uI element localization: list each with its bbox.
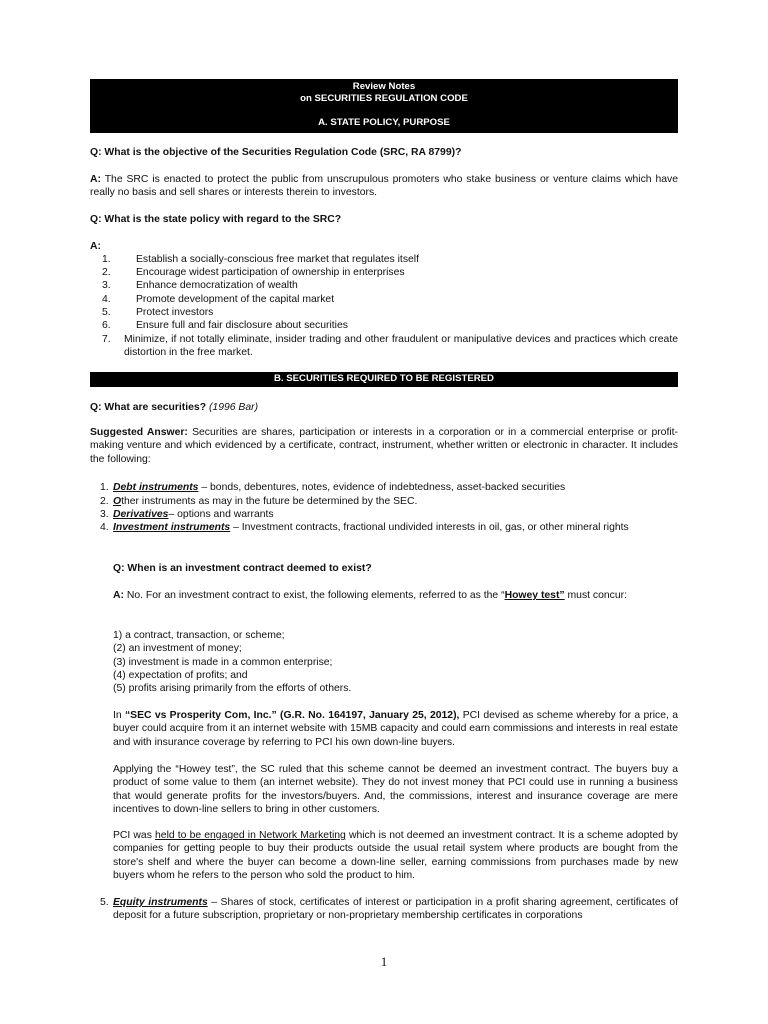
list-item: (3) investment is made in a common enterprise; — [113, 656, 333, 668]
suggested-answer: Suggested Answer: Securities are shares, participation or interests in a corporation or in a commercial enterprise or profit-making venture and which evidenced by a certificate, contract, instrument, whether written or electronic in character. It includes the following: — [90, 427, 679, 465]
howey-ruling-paragraph: Applying the “Howey test”, the SC ruled that this scheme cannot be deemed an investment contract. The buyers buy a product of some value to them (an internet website). They do not invest money that PCI could use in running a business that would generate profits for the investors/buyers. And, the commissions, interest and insurance coverage are mere incentives to down-line sellers to bring in other customers. — [113, 764, 678, 815]
question-objective: Q: What is the objective of the Securities Regulation Code (SRC, RA 8799)? — [90, 147, 462, 158]
network-marketing-holding: held to be engaged in Network Marketing — [155, 830, 346, 841]
list-item: 1) a contract, transaction, or scheme; — [113, 630, 285, 641]
network-marketing-paragraph: PCI was held to be engaged in Network Marketing which is not deemed an investment contract. It is a scheme adopted by companies for getting people to buy their products outside the usual retail system where products are bought from the store's shelf and where the buyer can become a down-line seller, earning commissions from purchases made by new buyers whom he refers to the person who sold the product to him. — [113, 830, 678, 881]
answer-text: The SRC is enacted to protect the public from unscrupulous promoters who stake business or venture claims which have really no basis and sell shares or interests therein to investors. — [90, 174, 678, 199]
document-page: Review Notes on SECURITIES REGULATION CODE A. STATE POLICY, PURPOSE Q: What is the objective of the Securities Regulation Code (SRC, RA 8799)? A: The SRC is enacted to protect the public from unscrupulous promoters who stake business or venture claims which have really no basis and sell shares or interests therein to investors. Q: What is the state policy with regard to the SRC? A: 1. Establish a socially-conscious free market that regulates itself 2. Encourage widest participation of ownership in enterprises 3. Enhance democratization of wealth 4. Promote development of the capital market 5. Protect investors 6. Ensure full and fair disclosure about securities 7. Minimize, if not totally eliminate, insider trading and other fraudulent or manipulative devices and practices which create distortion in the free market. B. SECURITIES REQUIRED TO BE REGISTERED Q: What are securities? (1996 Bar) Suggested Answer: Securities are shares, participation or interests in a corporation or in a commercial enterprise or profit-making venture and which evidenced by a certificate, contract, instrument, whether written or electronic in character. It includes the following: 1. Debt instruments – bonds, debentures, notes, evidence of indebtedness, asset-backed securities 2. Other instruments as may in the future be determined by the SEC. 3. Derivatives– options and warrants 4. Investment instruments – Investment contracts, fractional undivided interests in oil, gas, or other mineral rights Q: When is an investment contract deemed to exist? A: No. For an investment contract to exist, the following elements, referred to as the “Howey test” must concur: 1) a contract, transaction, or scheme; (2) an investment of money; (3) investment is made in a common enterprise; (4) expectation of profits; and (5) profits arising primarily from the efforts of others. In “SEC vs Prosperity Com, Inc.” (G.R. No. 164197, January 25, 2012), PCI devised as scheme whereby for a price, a buyer could acquire from it an internet website with 15MB capacity and could earn commissions and interests in real estate and with insurance coverage by referring to PCI his own down-line buyers. Applying the “Howey test”, the SC ruled that this scheme cannot be deemed an investment contract. The buyers buy a product of some value to them (an internet website). They do not invest money that PCI could use in running a business that would generate profits for the investors/buyers. And, the commissions, interest and insurance coverage are mere incentives to down-line sellers to bring in other customers. PCI was held to be engaged in Network Marketing which is not deemed an investment contract. It is a scheme adopted by companies for getting people to buy their products outside the usual retail system where products are bought from the store's shelf and where the buyer can become a down-line seller, earning commissions from purchases made by new buyers whom he refers to the person who sold the product to him. 5. Equity instruments – Shares of stock, certificates of interest or participation in a profit sharing agreement, certificates of deposit for a future subscription, proprietary or non-proprietary membership certificates in corporations 1 — [0, 0, 768, 1024]
page-number: 1 — [380, 954, 388, 969]
question-state-policy: Q: What is the state policy with regard to the SRC? — [90, 214, 342, 225]
answer-label: A: — [90, 241, 101, 252]
question-investment-contract: Q: When is an investment contract deemed to exist? — [113, 563, 372, 574]
bar-exam-note: (1996 Bar) — [208, 402, 259, 413]
case-citation: “SEC vs Prosperity Com, Inc.” (G.R. No. 164197, January 25, 2012), — [124, 710, 460, 721]
case-paragraph: In “SEC vs Prosperity Com, Inc.” (G.R. No. 164197, January 25, 2012), PCI devised as scheme whereby for a price, a buyer could acquire from it an internet website with 15MB capacity and could earn commissions and interests in real estate and with insurance coverage by referring to PCI his own down-line buyers. — [113, 710, 678, 748]
list-item: (5) profits arising primarily from the efforts of others. — [113, 683, 352, 695]
answer-investment-contract: A: No. For an investment contract to exist, the following elements, referred to as the “Howey test” must concur: — [113, 590, 627, 601]
list-item: (2) an investment of money; — [113, 643, 242, 655]
question-securities: Q: What are securities? (1996 Bar) — [90, 402, 259, 413]
howey-elements-list — [113, 629, 678, 695]
header-title: Review Notes — [352, 81, 416, 92]
section-b-heading: B. SECURITIES REQUIRED TO BE REGISTERED — [90, 372, 678, 387]
section-a-heading: A. STATE POLICY, PURPOSE — [318, 117, 450, 128]
howey-test-term: Howey test” — [504, 590, 565, 601]
answer-label: A: — [90, 174, 101, 185]
document-header — [90, 79, 678, 133]
header-subtitle: on SECURITIES REGULATION CODE — [300, 93, 468, 104]
answer-objective — [90, 173, 678, 200]
suggested-answer-label: Suggested Answer: — [90, 427, 188, 438]
list-item: (4) expectation of profits; and — [113, 669, 248, 681]
